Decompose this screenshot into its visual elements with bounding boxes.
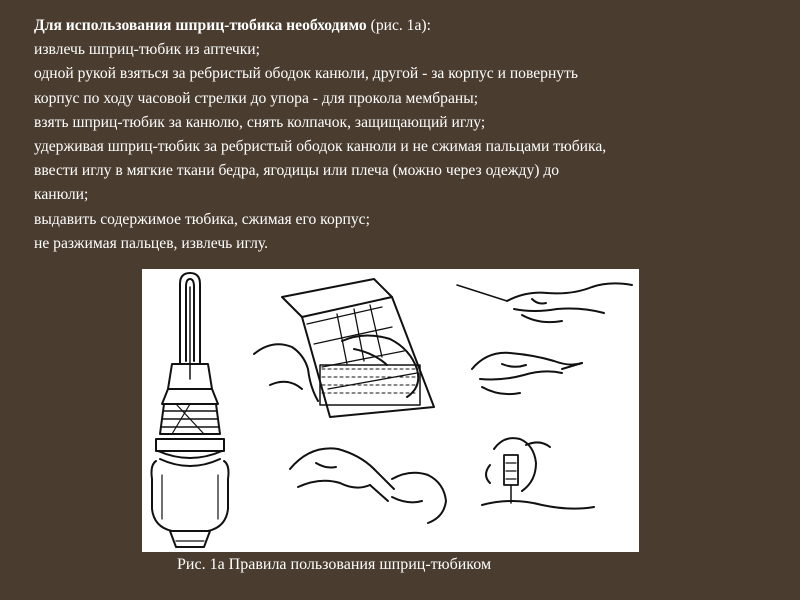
figure-caption: Рис. 1а Правила пользования шприц-тюбиком — [177, 556, 492, 573]
intro-line — [34, 14, 784, 38]
hand-holding-needle-drawing — [457, 283, 632, 322]
step-line: извлечь шприц-тюбик из аптечки; — [34, 41, 260, 59]
figure-illustration — [142, 269, 639, 552]
step-line: удерживая шприц-тюбик за ребристый ободок канюли и не сжимая пальцами тюбика, — [34, 138, 607, 156]
first-aid-kit-drawing — [254, 279, 434, 417]
step-line: корпус по ходу часовой стрелки до упора - для прокола мембраны; — [34, 89, 479, 107]
step-line: ввести иглу в мягкие ткани бедра, ягодицы или плеча (можно через одежду) до — [34, 162, 560, 180]
step-line: выдавить содержимое тюбика, сжимая его корпус; — [34, 210, 370, 228]
injection-drawing — [482, 438, 594, 508]
hand-holding-syringe-drawing — [472, 353, 582, 394]
step-line: не разжимая пальцев, извлечь иглу. — [34, 234, 269, 252]
intro-suffix: (рис. 1а): — [366, 17, 431, 34]
hands-twisting-drawing — [290, 448, 446, 523]
step-line: канюли; — [34, 186, 89, 204]
intro-title: Для использования шприц-тюбика необходимо — [34, 17, 367, 34]
step-line: взять шприц-тюбик за канюлю, снять колпачок, защищающий иглу; — [34, 113, 486, 131]
syringe-tube-diagram — [152, 273, 229, 547]
instructions-text — [34, 14, 784, 256]
syringe-tube-drawings — [142, 269, 639, 552]
step-line: одной рукой взяться за ребристый ободок канюли, другой - за корпус и повернуть — [34, 65, 579, 83]
